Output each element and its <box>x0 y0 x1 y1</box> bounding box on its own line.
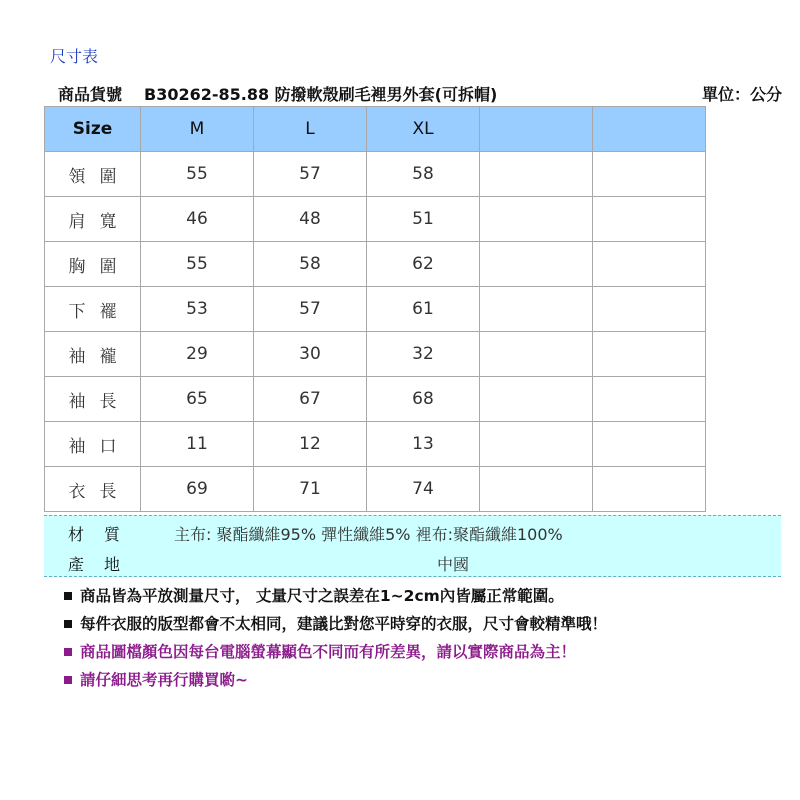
row-label: 衣長 <box>45 467 141 512</box>
table-row <box>45 242 706 287</box>
table-cell: 55 <box>141 242 254 287</box>
product-number-label: 商品貨號 <box>58 85 123 104</box>
header-size: Size <box>45 107 141 152</box>
table-row <box>45 422 706 467</box>
table-cell <box>480 287 593 332</box>
table-row <box>45 467 706 512</box>
table-cell <box>593 377 706 422</box>
row-label: 袖襱 <box>45 332 141 377</box>
table-cell: 67 <box>254 377 367 422</box>
header-m: M <box>141 107 254 152</box>
table-cell: 12 <box>254 422 367 467</box>
table-cell <box>593 242 706 287</box>
table-cell: 58 <box>254 242 367 287</box>
fabric-value: 主布: 聚酯纖維95% 彈性纖維5% 裡布:聚酯纖維100% <box>174 525 563 544</box>
table-cell <box>593 287 706 332</box>
row-label: 袖長 <box>45 377 141 422</box>
table-cell <box>480 152 593 197</box>
table-cell: 53 <box>141 287 254 332</box>
table-row <box>45 152 706 197</box>
product-number: B30262-85.88 防撥軟殼刷毛裡男外套(可拆帽) <box>144 85 498 104</box>
square-bullet-icon <box>64 620 72 628</box>
table-row <box>45 287 706 332</box>
table-row <box>45 377 706 422</box>
notes-list <box>64 584 607 696</box>
row-label: 胸圍 <box>45 242 141 287</box>
row-label: 肩寬 <box>45 197 141 242</box>
table-cell: 57 <box>254 152 367 197</box>
table-cell: 11 <box>141 422 254 467</box>
table-cell: 65 <box>141 377 254 422</box>
header-empty-2 <box>593 107 706 152</box>
table-cell: 62 <box>367 242 480 287</box>
fabric-label: 材質 <box>68 525 141 544</box>
table-cell: 13 <box>367 422 480 467</box>
product-info-row <box>48 82 782 106</box>
table-cell <box>593 152 706 197</box>
table-cell: 29 <box>141 332 254 377</box>
note-item <box>64 584 607 612</box>
header-xl: XL <box>367 107 480 152</box>
page-title: 尺寸表 <box>50 47 99 66</box>
table-cell <box>480 467 593 512</box>
row-label: 袖口 <box>45 422 141 467</box>
table-cell <box>480 422 593 467</box>
table-row <box>45 197 706 242</box>
note-item <box>64 668 607 696</box>
table-cell: 32 <box>367 332 480 377</box>
table-cell <box>593 332 706 377</box>
size-table <box>44 106 706 512</box>
header-l: L <box>254 107 367 152</box>
table-cell: 55 <box>141 152 254 197</box>
table-cell: 69 <box>141 467 254 512</box>
table-cell <box>593 422 706 467</box>
table-cell <box>480 197 593 242</box>
table-cell <box>480 242 593 287</box>
table-cell: 30 <box>254 332 367 377</box>
table-cell: 48 <box>254 197 367 242</box>
table-cell: 57 <box>254 287 367 332</box>
table-cell <box>593 197 706 242</box>
table-cell: 74 <box>367 467 480 512</box>
row-label: 下襬 <box>45 287 141 332</box>
note-item <box>64 612 607 640</box>
table-cell <box>593 467 706 512</box>
row-label: 領圍 <box>45 152 141 197</box>
unit-label: 單位：公分 <box>701 85 782 104</box>
note-text: 商品圖檔顏色因每台電腦螢幕顯色不同而有所差異，請以實際商品為主！ <box>80 643 577 661</box>
table-cell: 61 <box>367 287 480 332</box>
table-cell: 58 <box>367 152 480 197</box>
size-header-row <box>45 107 706 152</box>
table-cell: 51 <box>367 197 480 242</box>
square-bullet-icon <box>64 592 72 600</box>
table-cell <box>480 332 593 377</box>
square-bullet-icon <box>64 648 72 656</box>
note-text: 請仔細思考再行購買喲~ <box>80 671 248 689</box>
table-cell: 71 <box>254 467 367 512</box>
table-row <box>45 332 706 377</box>
material-section <box>44 515 781 577</box>
origin-label: 產地 <box>68 555 141 574</box>
note-item <box>64 640 607 668</box>
origin-value: 中國 <box>437 555 470 574</box>
table-cell <box>480 377 593 422</box>
header-empty-1 <box>480 107 593 152</box>
table-cell: 46 <box>141 197 254 242</box>
square-bullet-icon <box>64 676 72 684</box>
table-cell: 68 <box>367 377 480 422</box>
note-text: 商品皆為平放測量尺寸， 丈量尺寸之誤差在1~2cm內皆屬正常範圍。 <box>80 587 564 605</box>
note-text: 每件衣服的版型都會不太相同，建議比對您平時穿的衣服，尺寸會較精準哦！ <box>80 615 608 633</box>
